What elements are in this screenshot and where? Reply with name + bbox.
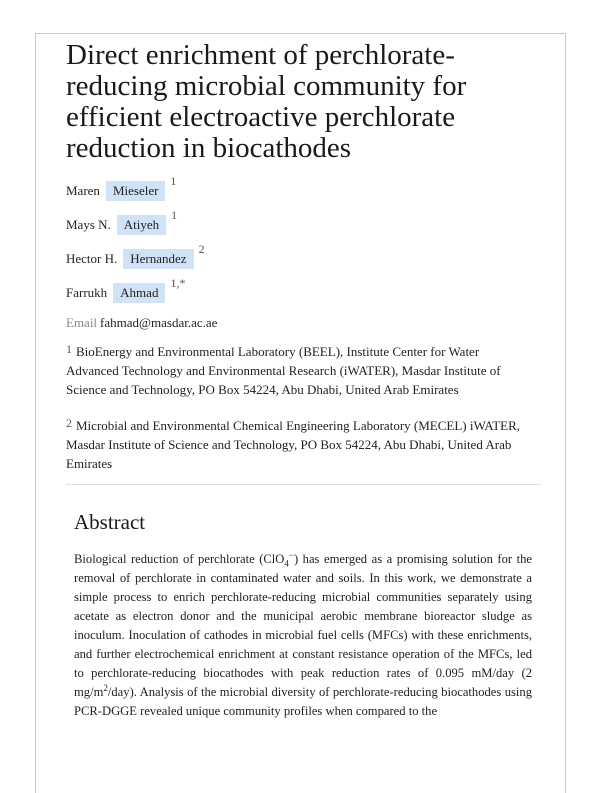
abstract-text: Biological reduction of perchlorate (ClO$_4$−) has emerged as a promising solution for the removal of perchlorate in contaminated water and soils. In this work, we demonstrate a simple process to enrich perchlorate-reducing microbial communities separately using acetate as electron donor and the municipal aerobic membrane bioreactor sludge as inoculum. Inoculation of cathodes in microbial fuel cells (MFCs) with these enrichments, and further electrochemical enrichment at constant resistance operation of the MFCs, led to perchlorate-reducing biocathodes with peak reduction rates of 0.095 mM/day (2 $mg/m^2/day$). Analysis of the microbial diversity of perchlorate-reducing biocathodes using PCR-DGGE revealed unique community profiles when compared to the bbox=[74, 549, 532, 718]
paper-page bbox=[35, 33, 566, 793]
email-address[interactable]: fahmad@masdar.ac.ae bbox=[100, 315, 218, 330]
author-last-name[interactable]: Mieseler bbox=[106, 181, 165, 201]
section-divider bbox=[66, 484, 541, 485]
author-last-name[interactable]: Ahmad bbox=[113, 283, 165, 303]
author-affiliation-mark: 2 bbox=[198, 242, 205, 256]
author-first-name: Hector H. bbox=[66, 251, 118, 266]
author-first-name: Maren bbox=[66, 183, 100, 198]
affiliation-2 bbox=[66, 416, 526, 473]
corresponding-email bbox=[66, 315, 217, 331]
author-first-name: Mays N. bbox=[66, 217, 111, 232]
email-label: Email bbox=[66, 315, 98, 330]
abstract-heading: Abstract bbox=[74, 510, 146, 534]
author-last-name[interactable]: Hernandez bbox=[123, 249, 193, 269]
affiliation-1 bbox=[66, 342, 526, 399]
author-hernandez bbox=[66, 242, 205, 269]
author-first-name: Farrukh bbox=[66, 285, 108, 300]
author-last-name[interactable]: Atiyeh bbox=[117, 215, 166, 235]
author-affiliation-mark: 1 bbox=[170, 174, 177, 188]
author-affiliation-mark: 1,* bbox=[170, 276, 186, 290]
author-mieseler bbox=[66, 174, 177, 201]
affiliation-number: 1 bbox=[66, 342, 72, 356]
paper-title: Direct enrichment of perchlorate-reducing microbial community for efficient electroactive perchlorate reduction in biocathodes bbox=[66, 39, 467, 164]
affiliation-text: Microbial and Environmental Chemical Engineering Laboratory (MECEL) iWATER, Masdar Institute of Science and Technology, PO Box 54224, Abu Dhabi, United Arab Emirates bbox=[66, 418, 521, 471]
author-ahmad bbox=[66, 276, 186, 303]
author-atiyeh bbox=[66, 208, 178, 235]
affiliation-text: BioEnergy and Environmental Laboratory (BEEL), Institute Center for Water Advanced Technology and Environmental Research (iWATER), Masdar Institute of Science and Technology, PO Box 54224, Abu Dhabi, United Arab Emirates bbox=[66, 344, 501, 397]
author-affiliation-mark: 1 bbox=[171, 208, 178, 222]
affiliation-number: 2 bbox=[66, 416, 72, 430]
